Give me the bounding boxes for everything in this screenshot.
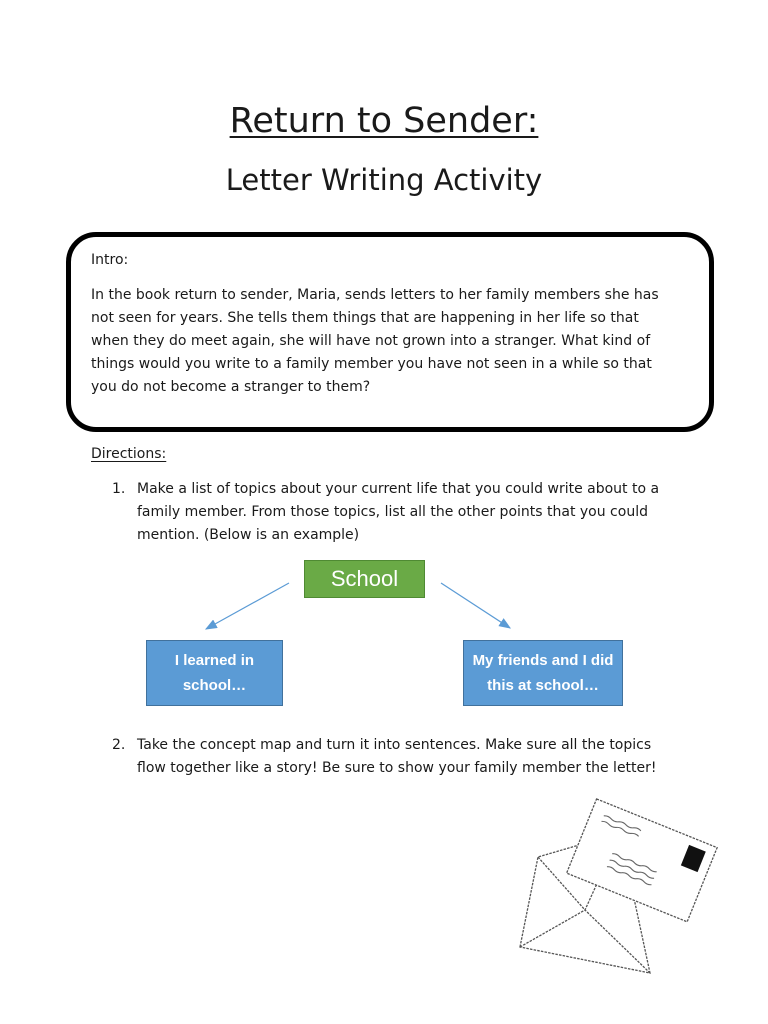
arrow-left (206, 583, 289, 629)
step-1-number: 1. (112, 481, 126, 497)
concept-center-box: School (304, 560, 425, 598)
step-2-number: 2. (112, 737, 126, 753)
envelope-letter-icon (510, 795, 720, 980)
intro-text: In the book return to sender, Maria, sends letters to her family members she has not seen for years. She tells them things that are happening in her life so that when they do meet again, she will have not grown into a stranger. What kind of things would you write to a family member you have not seen in a while so that you do not become a stranger to them? (91, 287, 659, 395)
directions-label: Directions: (91, 446, 167, 462)
step-1-text: Make a list of topics about your current life that you could write about to a family member. From those topics, list all the other points that you could mention. (Below is an example) (137, 481, 660, 543)
page-title: Return to Sender: (229, 101, 539, 141)
intro-label: Intro: (91, 252, 129, 268)
concept-left-box: I learned in school… (146, 640, 283, 706)
page-subtitle: Letter Writing Activity (225, 163, 543, 197)
concept-right-box: My friends and I did this at school… (463, 640, 623, 706)
arrow-right (441, 583, 510, 628)
step-2-text: Take the concept map and turn it into sentences. Make sure all the topics flow together like a story! Be sure to show your family member the letter! (137, 737, 657, 776)
